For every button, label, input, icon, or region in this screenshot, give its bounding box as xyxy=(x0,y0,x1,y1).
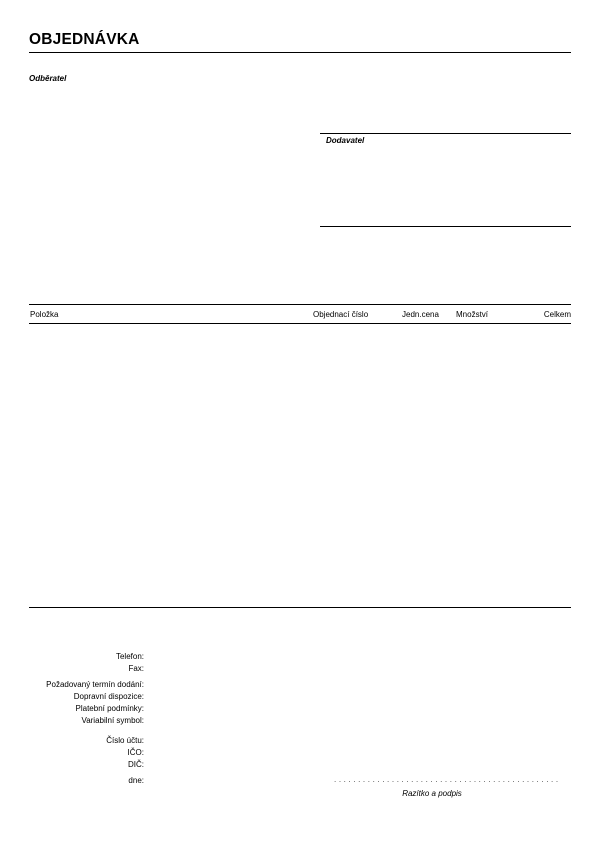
telefon-label: Telefon: xyxy=(115,652,144,661)
header-jedn-cena: Jedn.cena xyxy=(402,310,439,319)
dic-label: DIČ: xyxy=(128,760,144,769)
table-top-divider xyxy=(29,304,571,305)
signature-line: ............................................... xyxy=(334,775,561,784)
header-mnozstvi: Množství xyxy=(456,310,489,319)
header-objednaci-cislo: Objednací číslo xyxy=(313,310,369,319)
dne-label: dne: xyxy=(128,776,144,785)
ico-label: IČO: xyxy=(127,748,144,757)
header-polozka: Položka xyxy=(30,310,59,319)
supplier-bottom-divider xyxy=(320,226,571,227)
table-header-divider xyxy=(29,323,571,324)
document-title: OBJEDNÁVKA xyxy=(29,31,140,48)
ucet-label: Číslo účtu: xyxy=(106,736,144,745)
title-divider xyxy=(29,52,571,53)
podminky-label: Platební podmínky: xyxy=(75,704,144,713)
customer-label: Odběratel xyxy=(29,74,67,83)
header-celkem: Celkem xyxy=(543,310,571,319)
table-bottom-divider xyxy=(29,607,571,608)
signature-label: Razítko a podpis xyxy=(402,789,462,798)
fax-label: Fax: xyxy=(128,664,144,673)
termin-label: Požadovaný termín dodání: xyxy=(46,680,144,689)
supplier-label: Dodavatel xyxy=(326,136,365,145)
supplier-top-divider xyxy=(320,133,571,134)
symbol-label: Variabilní symbol: xyxy=(81,716,144,725)
dispozice-label: Dopravní dispozice: xyxy=(73,692,144,701)
